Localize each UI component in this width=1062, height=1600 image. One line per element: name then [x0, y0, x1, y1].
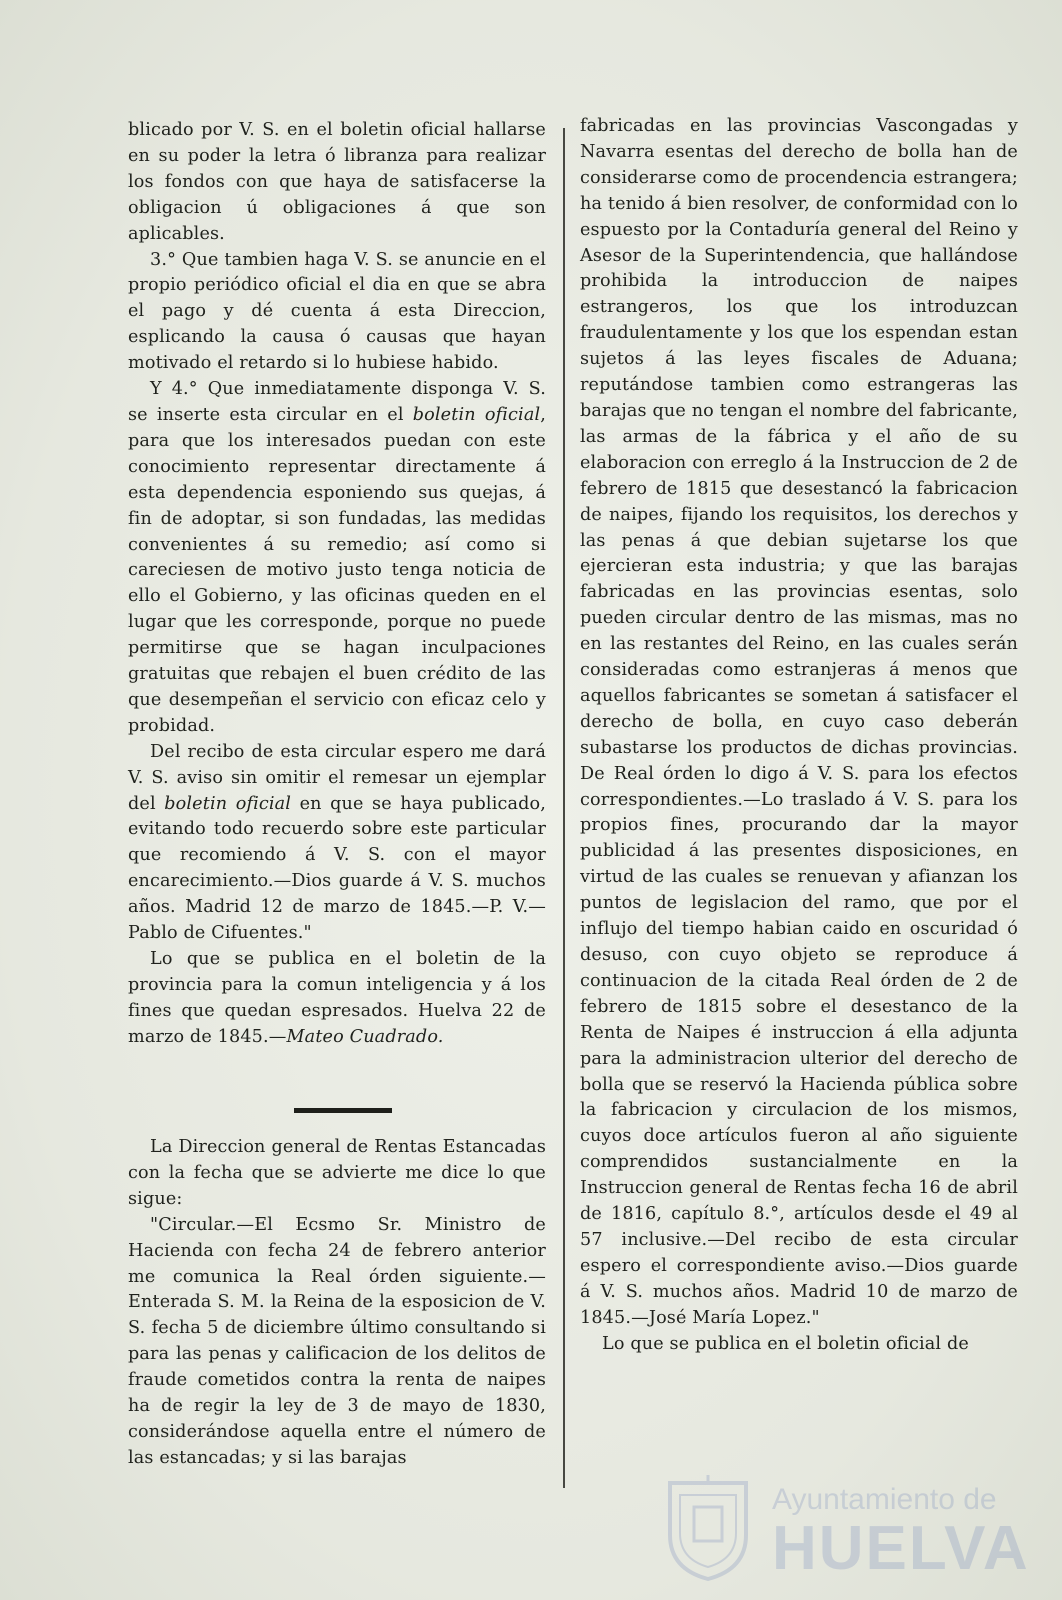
paragraph-item-4	[128, 377, 546, 740]
text-run: Del recibo de esta circular espero me dará V. S. aviso sin omitir el remesar un ejemplar del	[128, 741, 546, 814]
column-divider	[563, 128, 565, 1488]
left-column	[128, 118, 546, 1051]
italic-run: boletin oficial	[412, 404, 541, 425]
paragraph-item-3: 3.° Que tambien haga V. S. se anuncie en el propio periódico oficial el dia en que se abra el pago y dé cuenta á esta Direccion, esplicando la causa ó causas que hayan motivado el retardo si lo hubiese habido.	[128, 249, 546, 374]
paragraph-receipt	[128, 740, 546, 947]
paragraph-publication-right: Lo que se publica en el boletin oficial de	[602, 1333, 969, 1354]
signature-italic: Mateo Cuadrado.	[286, 1026, 444, 1047]
text-run: en que se haya publicado, evitando todo recuerdo sobre este particular que recomiendo á V. S. con el mayor encarecimiento.—Dios guarde á V. S. muchos años. Madrid 12 de marzo de 1845.—P. V.—Pablo de Cifuentes."	[128, 793, 547, 944]
watermark	[662, 1465, 1030, 1585]
watermark-line-2: HUELVA	[772, 1514, 1030, 1583]
section-separator	[294, 1108, 392, 1113]
watermark-line-1: Ayuntamiento de	[772, 1483, 997, 1516]
paragraph-publication	[128, 947, 546, 1051]
paragraph-continuation-right: fabricadas en las provincias Vascongadas y Navarra esentas del derecho de bolla han de considerarse como de procendencia estrangera; ha tenido á bien resolver, de conformidad con lo espuesto por la Contaduría general del Reino y Asesor de la Superintendencia, que hallándose prohibida la introduccion de naipes estrangeros, los que los introduzcan fraudulentamente y los que los espendan estan sujetos á las leyes fiscales de Aduana; reputándose tambien como estrangeras las barajas que no tengan el nombre del fabricante, las armas de la fábrica y el año de su elaboracion con erreglo á la Instruccion de 2 de febrero de 1815 que desestancó la fabricacion de naipes, fijando los requisitos, los derechos y las penas á que debian sujetarse los que ejercieran esta industria; y que las barajas fabricadas en las provincias esentas, solo pueden circular dentro de las mismas, mas no en las restantes del Reino, en las cuales serán consideradas como estranjeras á menos que aquellos fabricantes se sometan á satisfacer el derecho de bolla, en cuyo caso deberán subastarse los productos de dichas provincias. De Real órden lo digo á V. S. para los efectos correspondientes.—Lo traslado á V. S. para los propios fines, procurando dar la mayor publicidad á las presentes disposiciones, en virtud de las cuales se renuevan y afianzan los puntos de legislacion del ramo, que por el influjo del tiempo habian caido en oscuridad ó desuso, con cuyo objeto se reproduce á continuacion de la citada Real órden de 2 de febrero de 1815 sobre el desestanco de la Renta de Naipes é instruccion á ella adjunta para la administracion ulterior del derecho de bolla que se reservó la Hacienda pública sobre la fabricacion y circulacion de los mismos, cuyos doce artículos fueron al año siguiente comprendidos sustancialmente en la Instruccion general de Rentas fecha 16 de abril de 1816, capítulo 8.°, artículos desde el 49 al 57 inclusive.—Del recibo de esta circular espero el correspondiente aviso.—Dios guarde á V. S. muchos años. Madrid 10 de marzo de 1845.—José María Lopez."	[580, 116, 1018, 1328]
coat-of-arms-icon	[662, 1473, 754, 1581]
text-run: Y 4.° Que inmediatamente disponga V. S. se inserte esta circular en el	[128, 379, 546, 425]
text-run: , para que los interesados puedan con este conocimiento representar directamente á esta dependencia esponiendo sus quejas, á fin de adoptar, si son fundadas, las medidas convenientes á su remedio; así como si careciesen de motivo justo tenga noticia de ello el Gobierno, y las oficinas queden en el lugar que les corresponde, porque no puede permitirse que se hagan inculpaciones gratuitas que rebajen el buen crédito de las que desempeñan el servicio con eficaz celo y probidad.	[128, 404, 546, 736]
text-run: Lo que se publica en el boletin de la provincia para la comun inteligencia y á los fines que quedan espresados. Huelva 22 de marzo de 1845.—	[128, 949, 546, 1047]
right-column	[580, 114, 1018, 1358]
paragraph-continuation: blicado por V. S. en el boletin oficial hallarse en su poder la letra ó libranza para realizar los fondos con que haya de satisfacerse la obligacion ú obligaciones á que son aplicables.	[128, 120, 546, 244]
italic-run: boletin oficial	[164, 793, 292, 814]
paragraph-circular: "Circular.—El Ecsmo Sr. Ministro de Hacienda con fecha 24 de febrero anterior me comunica la Real órden siguiente.—Enterada S. M. la Reina de la esposicion de V. S. fecha 5 de diciembre último consultando si para las penas y calificacion de los delitos de fraude cometidos contra la renta de naipes ha de regir la ley de 3 de mayo de 1830, considerándose aquella entre el número de las estancadas; y si las barajas	[128, 1214, 546, 1468]
paragraph-intro: La Direccion general de Rentas Estancadas con la fecha que se advierte me dice lo que sigue:	[128, 1137, 546, 1209]
left-column-section-2	[128, 1135, 546, 1472]
